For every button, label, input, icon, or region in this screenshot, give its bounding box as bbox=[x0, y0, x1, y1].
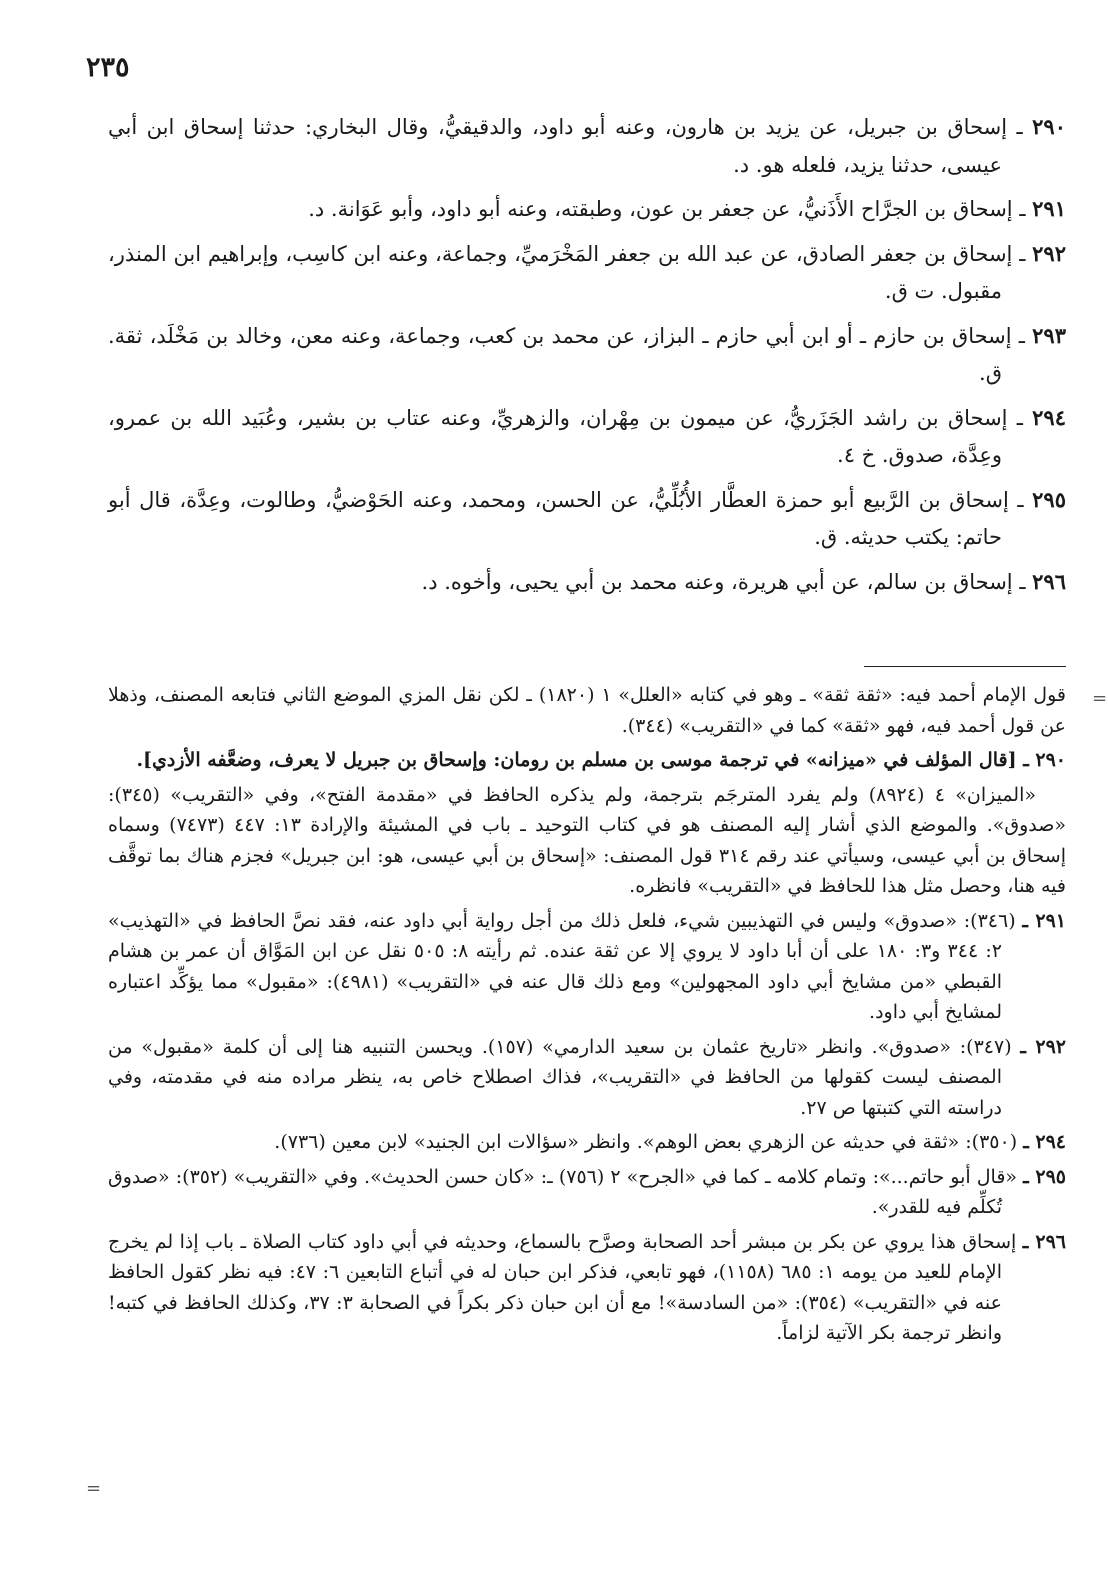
footnote-number: ٢٩٠ ـ bbox=[1023, 749, 1066, 771]
entry-number: ٢٩٥ bbox=[1032, 486, 1066, 512]
footnote-text: «قال أبو حاتم...»: وتمام كلامه ـ كما في «الجرح» ٢ (٧٥٦) ـ: «كان حسن الحديث». وفي «التقريب» (٣٥٢): «صدوق تُكلِّم فيه للقدر». bbox=[108, 1165, 1018, 1218]
entry-item: ٢٩٤ ـ إسحاق بن راشد الجَزَريُّ، عن ميمون بن مِهْران، والزهريِّ، وعنه عتاب بن بشير، وعُبَيد الله بن عمرو، وعِدَّة، صدوق. خ ٤. bbox=[108, 404, 1066, 467]
footnote-item bbox=[108, 1162, 1066, 1223]
footnote-divider bbox=[864, 666, 1066, 667]
entry-text: إسحاق بن الرَّبيع أبو حمزة العطَّار الأُبُلِّيُّ، عن الحسن، ومحمد، وعنه الحَوْضيُّ، وطالوت، وعِدَّة، قال أبو حاتم: يكتب حديثه. ق. bbox=[108, 487, 1009, 549]
entry-number: ٢٩٤ bbox=[1032, 404, 1066, 430]
entry-number: ٢٩٠ bbox=[1032, 114, 1066, 139]
footnote-text: إسحاق هذا يروي عن بكر بن مبشر أحد الصحابة وصرَّح بالسماع، وحديثه في أبي داود كتاب الصلاة ـ باب إذا لم يخرج الإمام للعيد من يومه ١: ٦٨٥ (١١٥٨)، فهو تابعي، فذكر ابن حبان له في أتباع التابعين ٦: ٤٧: فيه نظر كقول الحافظ عنه في «التقريب» (٣٥٤): «من السادسة»! مع أن ابن حبان ذكر بكراً في الصحابة ٣: ٣٧، وكذلك الحافظ في كتبه! وانظر ترجمة بكر الآتية لزاماً. bbox=[108, 1230, 1017, 1344]
main-entries bbox=[108, 108, 1066, 607]
footnote-item bbox=[108, 680, 1066, 741]
entry-text: إسحاق بن راشد الجَزَريُّ، عن ميمون بن مِهْران، والزهريِّ، وعنه عتاب بن بشير، وعُبَيد الله بن عمرو، وعِدَّة، صدوق. خ ٤. bbox=[108, 405, 1008, 467]
footnote-text: قول الإمام أحمد فيه: «ثقة ثقة» ـ وهو في كتابه «العلل» ١ (١٨٢٠) ـ لكن نقل المزي الموضع الثاني فتابعه المصنف، وذهلا عن قول أحمد فيه، فهو «ثقة» كما في «التقريب» (٣٤٤). bbox=[108, 684, 1067, 737]
entry-text: إسحاق بن جعفر الصادق، عن عبد الله بن جعفر المَخْرَميِّ، وجماعة، وعنه ابن كاسِب، وإبراهيم ابن المنذر، مقبول. ت ق. bbox=[108, 241, 1013, 303]
footnotes bbox=[108, 680, 1066, 1353]
footnote-item bbox=[108, 1127, 1066, 1158]
page-number: ٢٣٥ bbox=[86, 52, 130, 83]
entry-item: ٢٩٦ ـ إسحاق بن سالم، عن أبي هريرة، وعنه محمد بن أبي يحيى، وأخوه. د. bbox=[421, 568, 1066, 594]
entry-number: ٢٩٦ bbox=[1032, 568, 1066, 594]
footnote-number: ٢٩١ ـ bbox=[1022, 909, 1066, 932]
entry-item: ٢٩٣ ـ إسحاق بن حازم ـ أو ابن أبي حازم ـ البزاز، عن محمد بن كعب، وجماعة، وعنه معن، وخالد بن مَخْلَد، ثقة. ق. bbox=[108, 322, 1066, 385]
footnote-text: «الميزان» ٤ (٨٩٢٤) ولم يفرد المترجَم بترجمة، ولم يذكره الحافظ في «مقدمة الفتح»، وفي «التقريب» (٣٤٥): «صدوق». والموضع الذي أشار إليه المصنف هو في كتاب التوحيد ـ باب في المشيئة والإرادة ١٣: ٤٤٧ (٧٤٧٣) وسماه إسحاق بن أبي عيسى، وسيأتي عند رقم ٣١٤ قول المصنف: «إسحاق بن أبي عيسى، هو: ابن جبريل» فجزم هناك بما توقَّف فيه هنا، وحصل مثل هذا للحافظ في «التقريب» فانظره. bbox=[108, 783, 1067, 897]
footnote-item bbox=[108, 780, 1066, 902]
entry-text: إسحاق بن جبريل، عن يزيد بن هارون، وعنه أبو داود، والدقيقيُّ، وقال البخاري: حدثنا إسحاق ابن أبي عيسى، حدثنا يزيد، فلعله هو. د. bbox=[108, 115, 1008, 177]
footnote-text: [قال المؤلف في «ميزانه» في ترجمة موسى بن مسلم بن رومان: وإسحاق بن جبريل لا يعرف، وضعَّفه الأزدي]. bbox=[136, 749, 1017, 771]
entry-text: إسحاق بن حازم ـ أو ابن أبي حازم ـ البزاز، عن محمد بن كعب، وجماعة، وعنه معن، وخالد بن مَخْلَد، ثقة. ق. bbox=[108, 323, 1012, 385]
margin-mark-bottom: = bbox=[86, 1478, 102, 1499]
footnote-number: ٢٩٢ ـ bbox=[1020, 1035, 1066, 1058]
footnote-item bbox=[108, 1227, 1066, 1349]
footnote-number: ٢٩٤ ـ bbox=[1023, 1131, 1066, 1153]
entry-item: ٢٩٢ ـ إسحاق بن جعفر الصادق، عن عبد الله بن جعفر المَخْرَميِّ، وجماعة، وعنه ابن كاسِب، وإبراهيم ابن المنذر، مقبول. ت ق. bbox=[108, 240, 1066, 303]
entry-item: ٢٩١ ـ إسحاق بن الجرَّاح الأَذَنيُّ، عن جعفر بن عون، وطبقته، وعنه أبو داود، وأبو عَوَانة. د. bbox=[308, 196, 1066, 221]
footnote-number: ٢٩٦ ـ bbox=[1022, 1230, 1066, 1253]
entry-number: ٢٩١ bbox=[1032, 196, 1066, 221]
margin-mark-top: = bbox=[1092, 688, 1108, 709]
footnote-text: (٣٤٦): «صدوق» وليس في التهذيبين شيء، فلعل ذلك من أجل رواية أبي داود عنه، فقد نصَّ الحافظ في «التهذيب» ٢: ٣٤٤ و٣: ١٨٠ على أن أبا داود لا يروي إلا عن ثقة عنده. ثم رأيته ٨: ٥٠٥ نقل عن ابن المَوَّاق أن عمر بن هشام القبطي «من مشايخ أبي داود المجهولين» ومع ذلك قال عنه في «التقريب» (٤٩٨١): «مقبول» مما يؤكِّد اعتباره لمشايخ أبي داود. bbox=[108, 909, 1016, 1023]
entry-item: ٢٩٥ ـ إسحاق بن الرَّبيع أبو حمزة العطَّار الأُبُلِّيُّ، عن الحسن، ومحمد، وعنه الحَوْضيُّ، وطالوت، وعِدَّة، قال أبو حاتم: يكتب حديثه. ق. bbox=[108, 486, 1066, 549]
entry-number: ٢٩٢ bbox=[1032, 240, 1066, 266]
footnote-item bbox=[108, 745, 1066, 776]
entry-text: إسحاق بن الجرَّاح الأَذَنيُّ، عن جعفر بن عون، وطبقته، وعنه أبو داود، وأبو عَوَانة. د. bbox=[308, 197, 1013, 221]
entry-number: ٢٩٣ bbox=[1032, 322, 1066, 348]
footnote-item bbox=[108, 1032, 1066, 1124]
footnote-text: (٣٤٧): «صدوق». وانظر «تاريخ عثمان بن سعيد الدارمي» (١٥٧). ويحسن التنبيه هنا إلى أن كلمة «مقبول» من المصنف ليست كقولها من الحافظ في «التقريب»، فذاك اصطلاح خاص به، ينظر مراده منه في مقدمته، وفي دراسته التي كتبتها ص ٢٧. bbox=[108, 1035, 1012, 1119]
entry-text: إسحاق بن سالم، عن أبي هريرة، وعنه محمد بن أبي يحيى، وأخوه. د. bbox=[421, 569, 1013, 594]
footnote-number: ٢٩٥ ـ bbox=[1023, 1165, 1066, 1188]
entry-item: ٢٩٠ ـ إسحاق بن جبريل، عن يزيد بن هارون، وعنه أبو داود، والدقيقيُّ، وقال البخاري: حدثنا إسحاق ابن أبي عيسى، حدثنا يزيد، فلعله هو. د. bbox=[108, 114, 1066, 177]
footnote-item bbox=[108, 906, 1066, 1028]
footnote-text: (٣٥٠): «ثقة في حديثه عن الزهري بعض الوهم». وانظر «سؤالات ابن الجنيد» لابن معين (٧٣٦). bbox=[274, 1131, 1018, 1153]
